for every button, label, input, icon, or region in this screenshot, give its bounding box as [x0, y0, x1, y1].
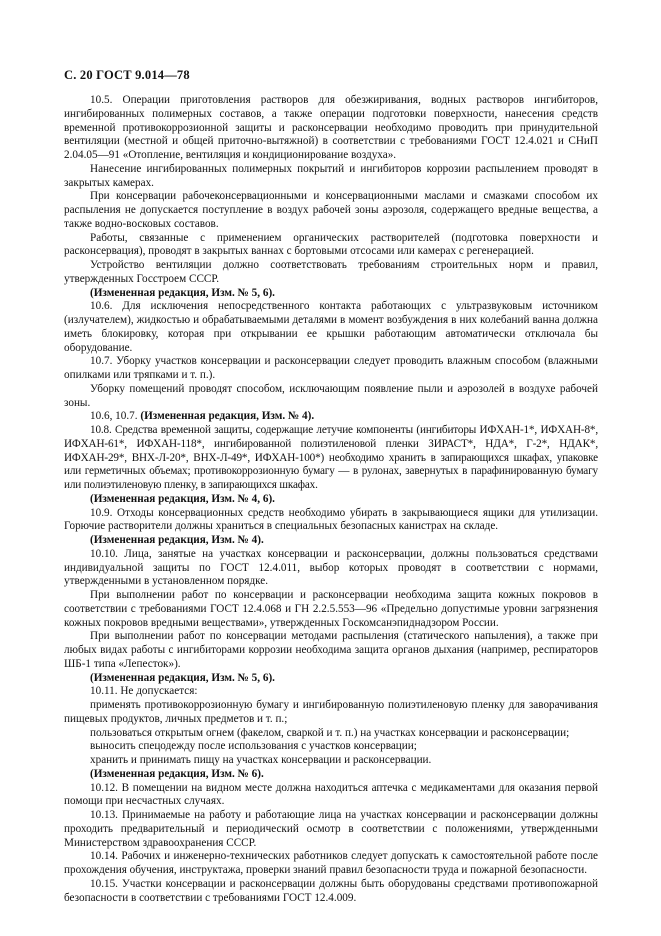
amendment-note: (Измененная редакция, Изм. № 6). [90, 767, 264, 780]
document-body [64, 94, 598, 905]
amendment-prefix: 10.6, 10.7. [90, 410, 141, 423]
paragraph: При выполнении работ по консервации и расконсервации необходима защита кожных покровов в соответствии с требованиями ГОСТ 12.4.068 и ГН 2.2.5.553—96 «Предельно допустимые уровни загрязнения кожных покровов вредными веществами», утвержденных Госкомсанэпиднадзором России. [64, 589, 598, 629]
paragraph-10-10: 10.10. Лица, занятые на участках консервации и расконсервации, должны пользоваться средствами индивидуальной защиты по ГОСТ 12.4.011, выбор которых проводят в соответствии с нормами, утвержденными в установленном порядке. [64, 547, 598, 588]
paragraph-10-11: 10.11. Не допускается: [90, 685, 198, 698]
amendment-note: (Измененная редакция, Изм. № 5, 6). [90, 671, 275, 684]
amendment-note: (Измененная редакция, Изм. № 4, 6). [90, 492, 275, 505]
paragraph-10-13: 10.13. Принимаемые на работу и работающие лица на участках консервации и расконсервации должны проходить предварительный и периодический осмотр в соответствии с положениями, утвержденными Министерством здравоохранения СССР. [64, 809, 598, 849]
amendment-note [64, 410, 598, 424]
amendment-note: (Измененная редакция, Изм. № 5, 6). [90, 286, 275, 299]
paragraph-10-12: 10.12. В помещении на видном месте должна находиться аптечка с медикаментами для оказания первой помощи при несчастных случаях. [64, 781, 598, 808]
list-item: пользоваться открытым огнем (факелом, сваркой и т. п.) на участках консервации и расконсервации; [90, 726, 570, 739]
paragraph-10-15: 10.15. Участки консервации и расконсервации должны быть оборудованы средствами противопожарной безопасности в соответствии с требованиями ГОСТ 12.4.009. [64, 877, 598, 904]
paragraph-10-8: 10.8. Средства временной защиты, содержащие летучие компоненты (ингибиторы ИФХАН-1*, ИФХАН-8*, ИФХАН-61*, ИФХАН-118*, ингибированной полиэтиленовой пленки ЗИРАСТ*, НДА*, Г-2*, НДАК*, ИФХАН-29*, ВНХ-Л-20*, ВНХ-Л-49*, ИФХАН-100*) необходимо хранить в запирающихся шкафах, упаковке или герметичных объемах; противокоррозионную бумагу — в рулонах, завернутых в парафинированную бумагу или полиэтиленовую пленку, в запирающихся шкафах. [64, 424, 598, 491]
paragraph-10-7: 10.7. Уборку участков консервации и расконсервации следует проводить влажным способом (влажными опилками или тряпками и т. п.). [64, 355, 598, 381]
list-item: выносить спецодежду после использования с участков консервации; [90, 740, 417, 753]
paragraph: Работы, связанные с применением органических растворителей (подготовка поверхности и расконсервация), проводят в закрытых ваннах с бортовыми отсосами или камерах с регенерацией. [64, 231, 598, 258]
paragraph: Устройство вентиляции должно соответствовать требованиям строительных норм и правил, утвержденных Госстроем СССР. [64, 259, 598, 285]
page-header: С. 20 ГОСТ 9.014—78 [64, 68, 190, 82]
list-item: применять противокоррозионную бумагу и ингибированную полиэтиленовую пленку для заворачивания пищевых продуктов, личных предметов и т. п.; [64, 699, 598, 725]
paragraph: Нанесение ингибированных полимерных покрытий и ингибиторов коррозии распылением проводят в закрытых камерах. [64, 162, 598, 189]
paragraph-10-9: 10.9. Отходы консервационных средств необходимо убирать в закрывающиеся ящики для утилизации. Горючие растворители должны храниться в специальных безопасных канистрах на складе. [64, 506, 598, 533]
list-item: хранить и принимать пищу на участках консервации и расконсервации. [90, 754, 432, 766]
paragraph: При выполнении работ по консервации методами распыления (статического напыления), а также при любых видах работы с ингибиторами коррозии необходима защита органов дыхания (например, респираторов ШБ-1 типа «Лепесток»). [64, 630, 598, 670]
amendment-note: (Измененная редакция, Изм. № 4). [90, 534, 264, 546]
paragraph: При консервации рабочеконсервационными и консервационными маслами и смазками способом их распыления не допускается поступление в воздух рабочей зоны аэрозоля, содержащего вредные вещества, а также водно-восковых составов. [64, 190, 598, 230]
amendment-text: (Измененная редакция, Изм. № 4). [140, 410, 315, 423]
paragraph: Уборку помещений проводят способом, исключающим появление пыли и аэрозолей в воздухе рабочей зоны. [64, 382, 598, 409]
paragraph-10-6: 10.6. Для исключения непосредственного контакта работающих с ультразвуковым источником (излучателем), жидкостью и обрабатываемыми деталями в момент возбуждения в них колебаний ванна должна иметь блокировку, которая при открывании ее крышки работающим автоматически отключала бы оборудование. [64, 300, 598, 354]
paragraph-10-5: 10.5. Операции приготовления растворов для обезжиривания, водных растворов ингибиторов, ингибированных полимерных составов, а также операции подготовки поверхности, нанесения средств временной противокоррозионной защиты и расконсервации необходимо проводить при принудительной вентиляции (местной и общей приточно-вытяжной) в соответствии с требованиями ГОСТ 12.4.021 и СНиП 2.04.05—91 «Отопление, вентиляция и кондиционирование воздуха». [64, 94, 598, 161]
paragraph-10-14: 10.14. Рабочих и инженерно-технических работников следует допускать к самостоятельной работе после прохождения обучения, инструктажа, проверки знаний правил безопасности труда и пожарной безопасности. [64, 850, 598, 876]
